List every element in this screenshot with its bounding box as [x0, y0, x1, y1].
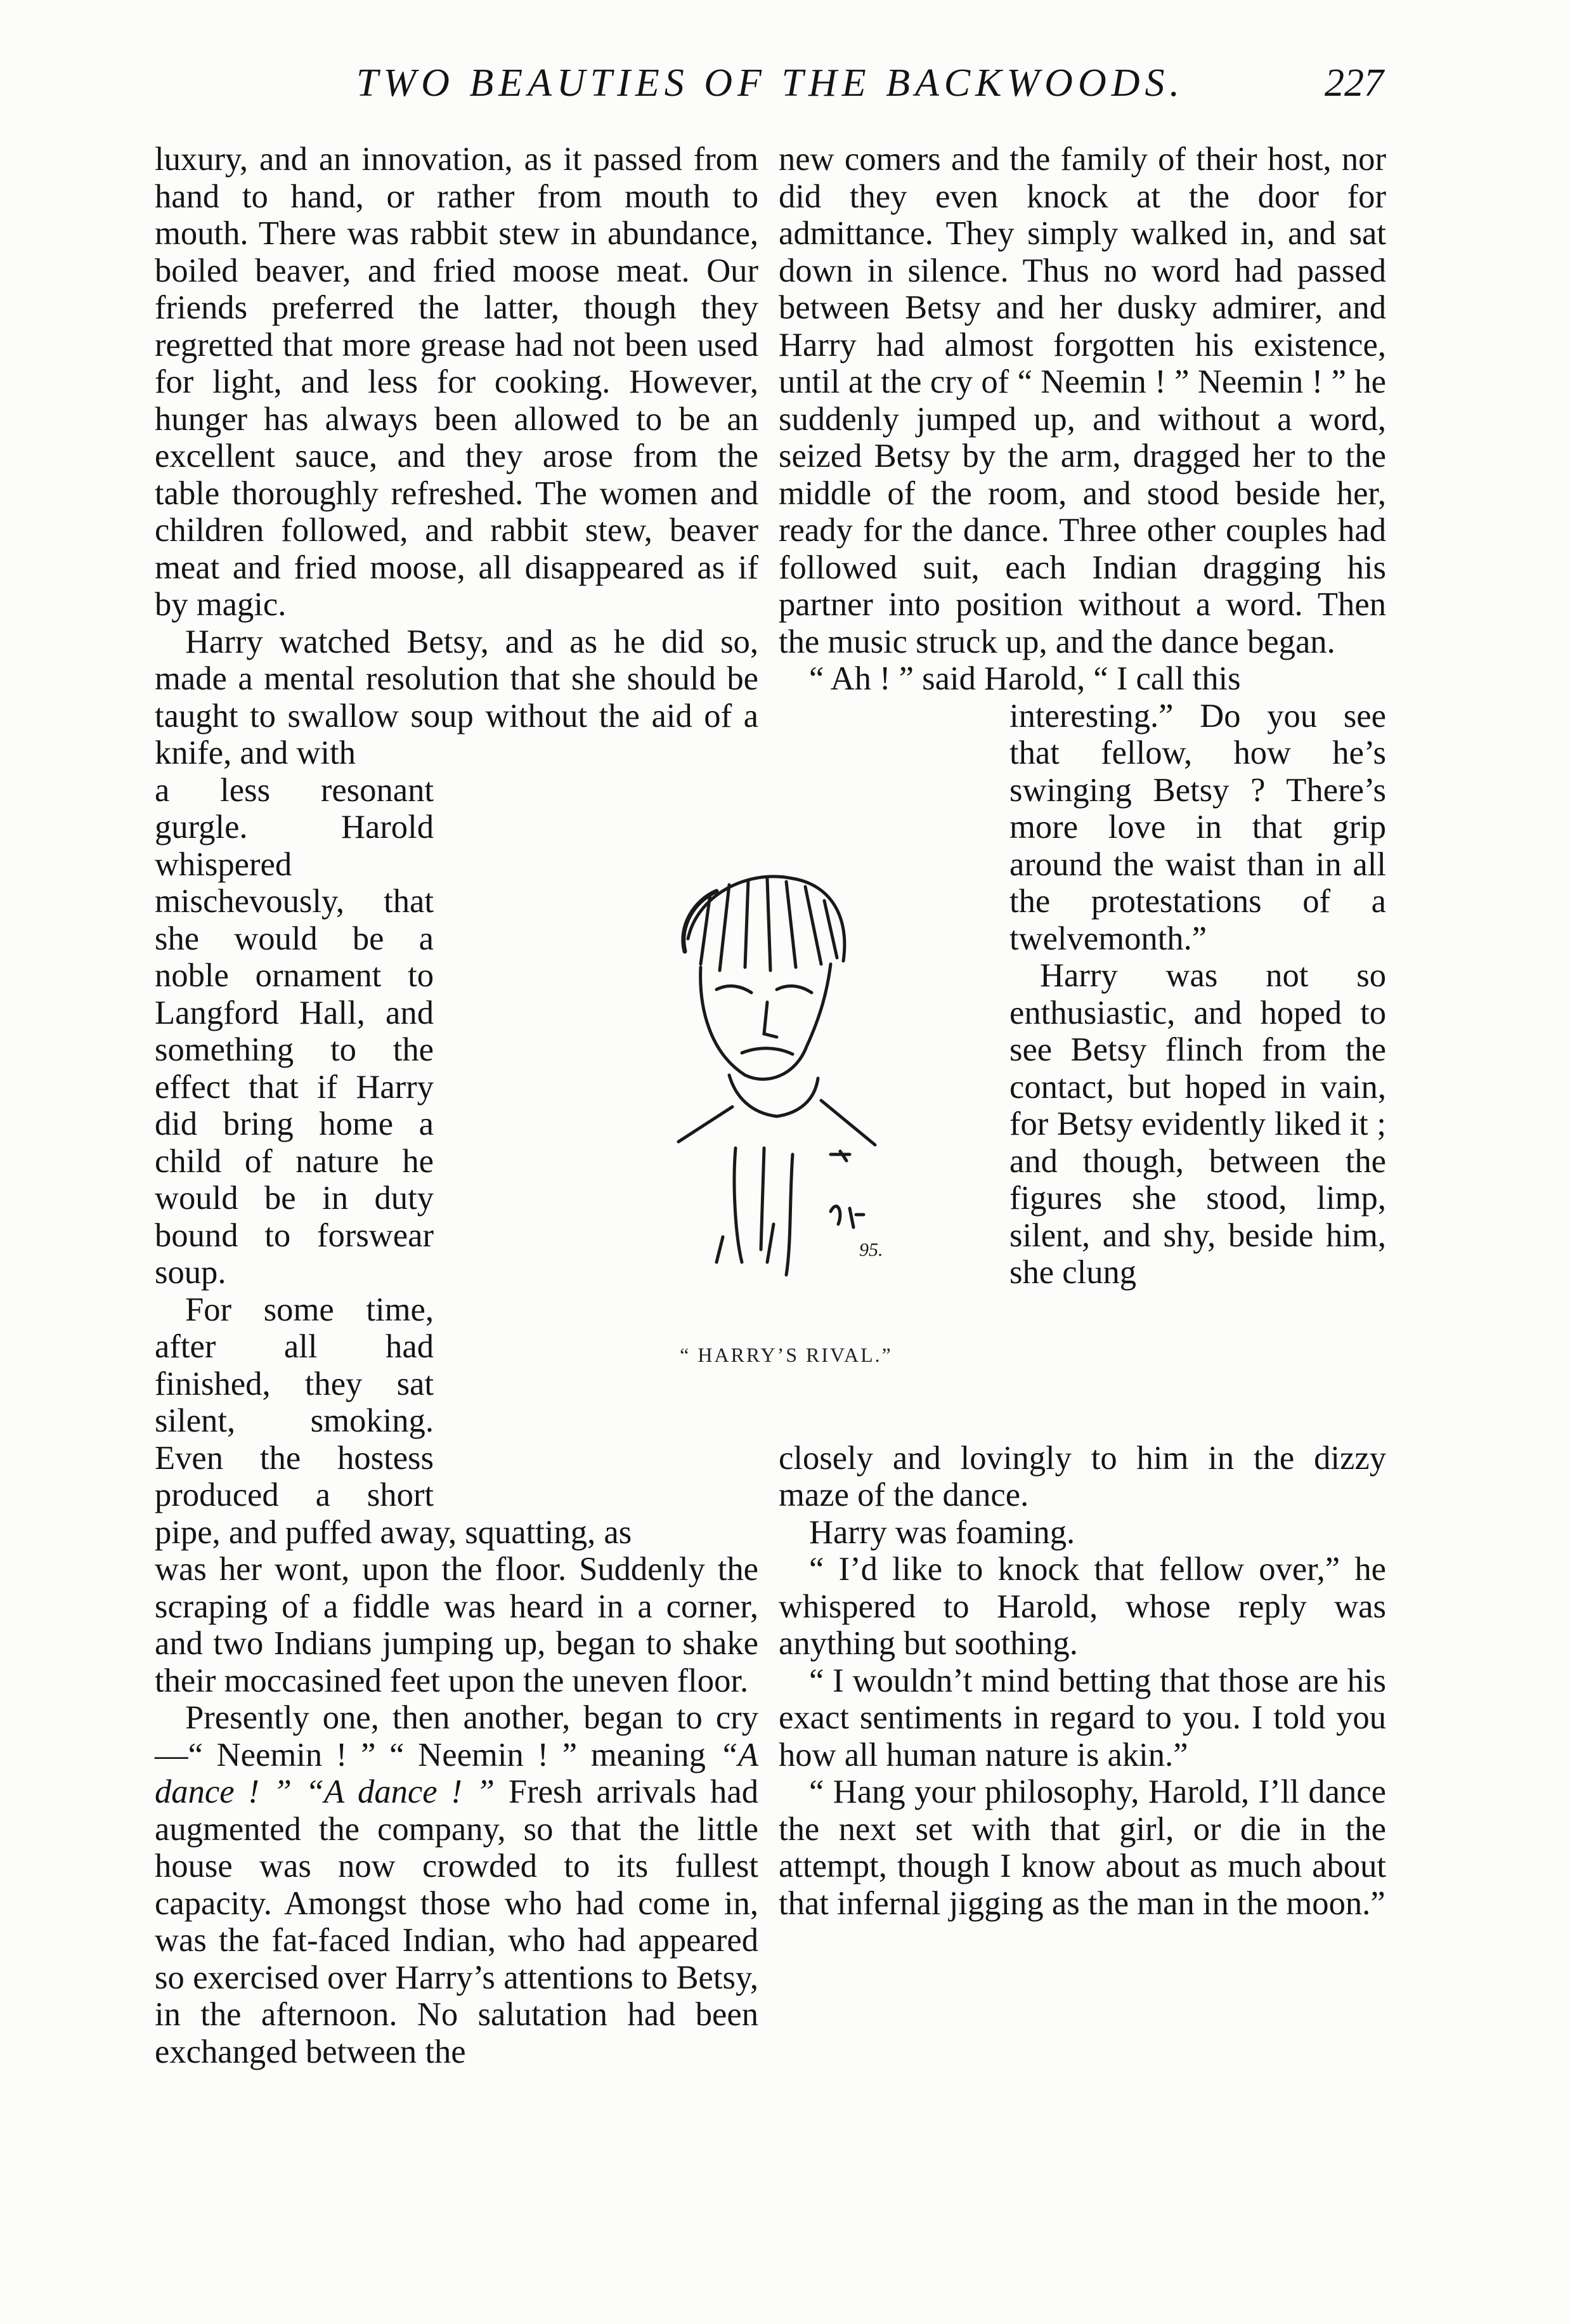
running-title: TWO BEAUTIES OF THE BACKWOODS. — [356, 62, 1184, 105]
paragraph: closely and lovingly to him in the dizzy maze of the dance. — [779, 1439, 1386, 1513]
paragraph: “ I’d like to knock that fellow over,” he whispered to Harold, whose reply was anything but soothing. — [779, 1551, 1386, 1662]
illustration-harrys-rival — [640, 856, 932, 1389]
paragraph: For some time, after all had finished, they sat silent, smoking. Even the hostess produced a short pipe, and puffed away, squatting, as — [155, 1291, 632, 1551]
paragraph: “ Ah ! ” said Harold, “ I call this — [809, 660, 1241, 697]
paragraph: “ Hang your philosophy, Harold, I’ll dance the next set with that girl, or die in the attempt, though I know about as much about that infernal jigging as the man in the moon.” — [779, 1773, 1386, 1922]
paragraph: Harry was foaming. — [809, 1513, 1075, 1551]
paragraph: was her wont, upon the floor. Suddenly the scraping of a fiddle was heard in a corner, and two Indians jumping up, began to shake their moccasined feet upon the uneven floor. — [155, 1551, 758, 1699]
page-header — [0, 61, 1570, 118]
italic-phrase: “A dance ! ” “A dance ! ” — [155, 1736, 758, 1810]
paragraph: new comers and the family of their host, nor did they even knock at the door for admittance. They simply walked in, and sat down in silence. Thus no word had passed between Betsy and her dusky admirer, and Harry had almost forgotten his existence, until at the cry of “ Neemin ! ” Neemin ! ” he suddenly jumped up, and without a word, seized Betsy by the arm, dragged her to the middle of the room, and stood beside her, ready for the dance. Three other couples had followed suit, each Indian dragging his partner into position without a word. Then the music struck up, and the dance began. — [779, 141, 1386, 660]
paragraph: Harry watched Betsy, and as he did so, made a mental resolution that she should be taught to swallow soup without the aid of a knife, and with — [155, 623, 758, 771]
paragraph-text: Presently one, then another, began to cry—“ Neemin ! ” “ Neemin ! ” meaning — [155, 1699, 758, 1773]
portrait-sketch — [640, 856, 932, 1338]
page-number: 227 — [1325, 62, 1384, 105]
paragraph: “ I wouldn’t mind betting that those are his exact sentiments in regard to you. I told you how all human nature is akin.” — [779, 1662, 1386, 1773]
paragraph-text: Fresh arrivals had augmented the company, so that the little house was now crowded to its fullest capacity. Amongst those who had come in, was the fat-faced Indian, who had appeared so exercised over Harry’s attentions to Betsy, in the afternoon. No salutation had been exchanged between the — [155, 1773, 758, 2070]
paragraph: Harry was not so enthusiastic, and hoped to see Betsy flinch from the contact, but hoped in vain, for Betsy evidently liked it ; and though, between the figures she stood, limp, silent, and shy, beside him, she clung — [1009, 957, 1386, 1291]
paragraph — [155, 1699, 758, 2070]
paragraph: interesting.” Do you see that fellow, how he’s swinging Betsy ? There’s more love in that grip around the waist than in all the protestations of a twelvemonth.” — [1009, 697, 1386, 957]
paragraph: a less resonant gurgle. Harold whispered mischevously, that she would be a noble ornament to Langford Hall, and something to the effect that if Harry did bring home a child of nature he would be in duty bound to forswear soup. — [155, 771, 434, 1291]
illustration-caption: “ HARRY’S RIVAL.” — [680, 1343, 893, 1366]
paragraph: luxury, and an innovation, as it passed from hand to hand, or rather from mouth to mouth. There was rabbit stew in abundance, boiled beaver, and fried moose meat. Our friends preferred the latter, though they regretted that more grease had not been used for light, and less for cooking. However, hunger has always been allowed to be an excellent sauce, and they arose from the table thoroughly refreshed. The women and children followed, and rabbit stew, beaver meat and fried moose, all disappeared as if by magic. — [155, 141, 758, 623]
artist-date: 95. — [859, 1239, 883, 1260]
